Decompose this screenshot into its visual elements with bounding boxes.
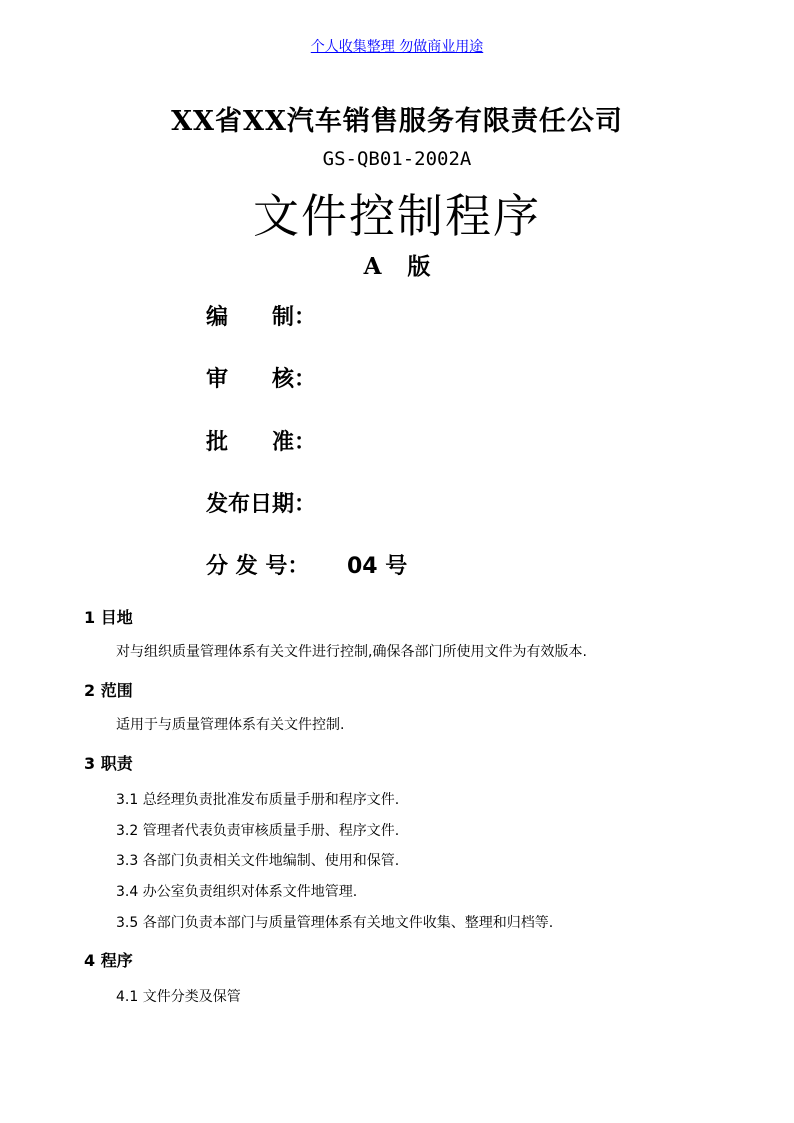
release-date-label: 发布日期： — [206, 492, 317, 517]
section-title-scope: 2 范围 — [84, 681, 133, 700]
list-item: 4.1 文件分类及保管 — [116, 989, 241, 1005]
distribution-number-label: 分 发 号： — [206, 554, 310, 579]
section-text-scope: 适用于与质量管理体系有关文件控制. — [116, 717, 345, 733]
list-item: 3.2 管理者代表负责审核质量手册、程序文件. — [116, 823, 400, 839]
reviewed-by-label: 审 核： — [206, 367, 317, 392]
watermark-link[interactable]: 个人收集整理 勿做商业用途 — [310, 39, 484, 55]
list-item: 3.3 各部门负责相关文件地编制、使用和保管. — [116, 853, 400, 869]
company-name: XX省XX汽车销售服务有限责任公司 — [171, 106, 623, 137]
document-title: 文件控制程序 — [253, 189, 541, 243]
prepared-by-label: 编 制： — [206, 305, 317, 330]
section-title-procedure: 4 程序 — [84, 951, 133, 970]
section-title-purpose: 1 目地 — [84, 608, 133, 627]
document-code: GS-QB01-2002A — [322, 148, 472, 170]
edition-label: A 版 — [363, 253, 431, 280]
section-title-responsibilities: 3 职责 — [84, 754, 133, 773]
distribution-number-value: 04 号 — [347, 554, 408, 579]
list-item: 3.5 各部门负责本部门与质量管理体系有关地文件收集、整理和归档等. — [116, 915, 554, 931]
list-item: 3.1 总经理负责批准发布质量手册和程序文件. — [116, 792, 400, 808]
approved-by-label: 批 准： — [206, 430, 317, 455]
section-text-purpose: 对与组织质量管理体系有关文件进行控制,确保各部门所使用文件为有效版本. — [116, 644, 587, 660]
list-item: 3.4 办公室负责组织对体系文件地管理. — [116, 884, 358, 900]
